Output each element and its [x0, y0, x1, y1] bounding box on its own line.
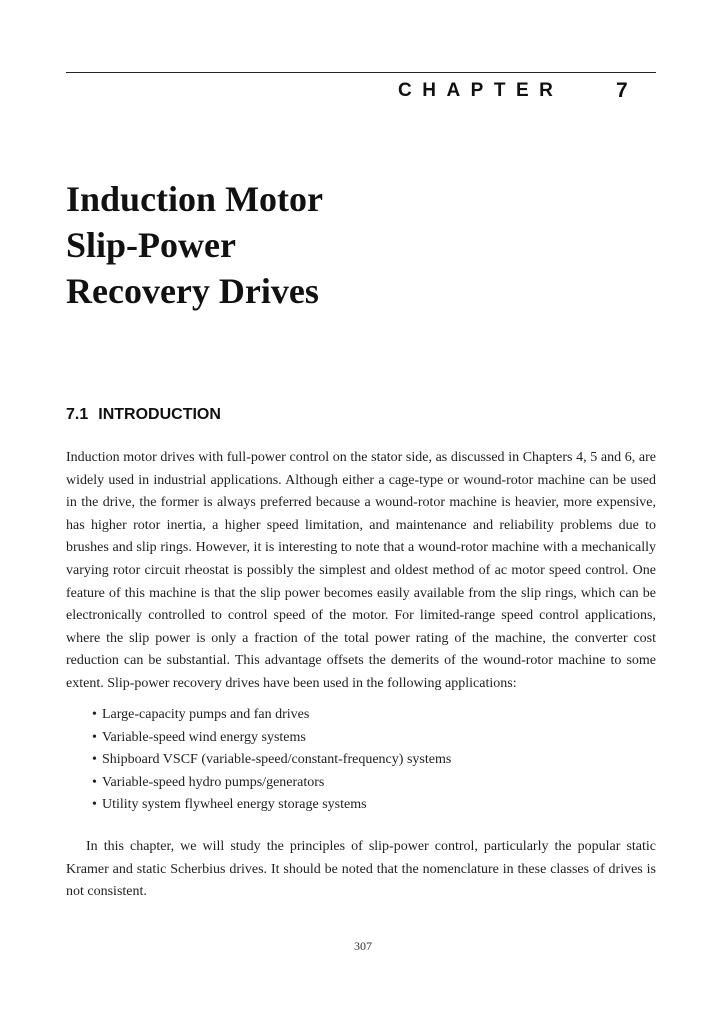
list-item-text: Shipboard VSCF (variable-speed/constant-frequency) systems	[102, 752, 452, 768]
header-rule	[66, 72, 656, 73]
chapter-title	[66, 176, 323, 314]
list-item	[92, 772, 451, 795]
section-number: 7.1	[66, 406, 89, 423]
list-item	[92, 794, 451, 817]
section-title: INTRODUCTION	[98, 406, 221, 423]
chapter-title-line: Recovery Drives	[66, 271, 319, 311]
section-heading	[66, 406, 221, 424]
chapter-number: 7	[616, 79, 628, 102]
list-item	[92, 704, 451, 727]
bullet-icon: •	[92, 707, 97, 722]
bullet-icon: •	[92, 752, 97, 768]
bullet-icon: •	[92, 774, 97, 790]
page-number: 307	[354, 939, 372, 953]
chapter-label: CHAPTER	[398, 80, 564, 101]
chapter-title-line: Slip-Power	[66, 225, 236, 265]
list-item-text: Variable-speed wind energy systems	[102, 729, 306, 745]
list-item-text: Variable-speed hydro pumps/generators	[102, 774, 325, 790]
applications-list	[92, 704, 451, 817]
list-item	[92, 727, 451, 750]
chapter-title-line: Induction Motor	[66, 179, 324, 219]
bullet-icon: •	[92, 797, 97, 813]
list-item-text: Utility system flywheel energy storage systems	[102, 797, 367, 813]
list-item-text: Large-capacity pumps and fan drives	[102, 707, 310, 722]
chapter-overview-paragraph: In this chapter, we will study the principles of slip-power control, particularly the popular static Kramer and static Scherbius drives. It should be noted that the nomenclature in these classes of drives is not consistent.	[66, 839, 656, 900]
bullet-icon: •	[92, 729, 97, 745]
intro-paragraph: Induction motor drives with full-power control on the stator side, as discussed in Chapters 4, 5 and 6, are widely used in industrial applications. Although either a cage-type or wound-rotor machine can be used in the drive, the former is always preferred because a wound-rotor machine is heavier, more expensive, has higher rotor inertia, a higher speed limitation, and maintenance and reliability problems due to brushes and slip rings. However, it is interesting to note that a wound-rotor machine with a mechanically varying rotor circuit rheostat is possibly the simplest and oldest method of ac motor speed control. One feature of this machine is that the slip power becomes easily available from the slip rings, which can be electronically controlled to control speed of the motor. For limited-range speed control applications, where the slip power is only a fraction of the total power rating of the machine, the converter cost reduction can be substantial. This advantage offsets the demerits of the wound-rotor machine to some extent. Slip-power recovery drives have been used in the following applications:	[66, 450, 656, 691]
list-item	[92, 749, 451, 772]
